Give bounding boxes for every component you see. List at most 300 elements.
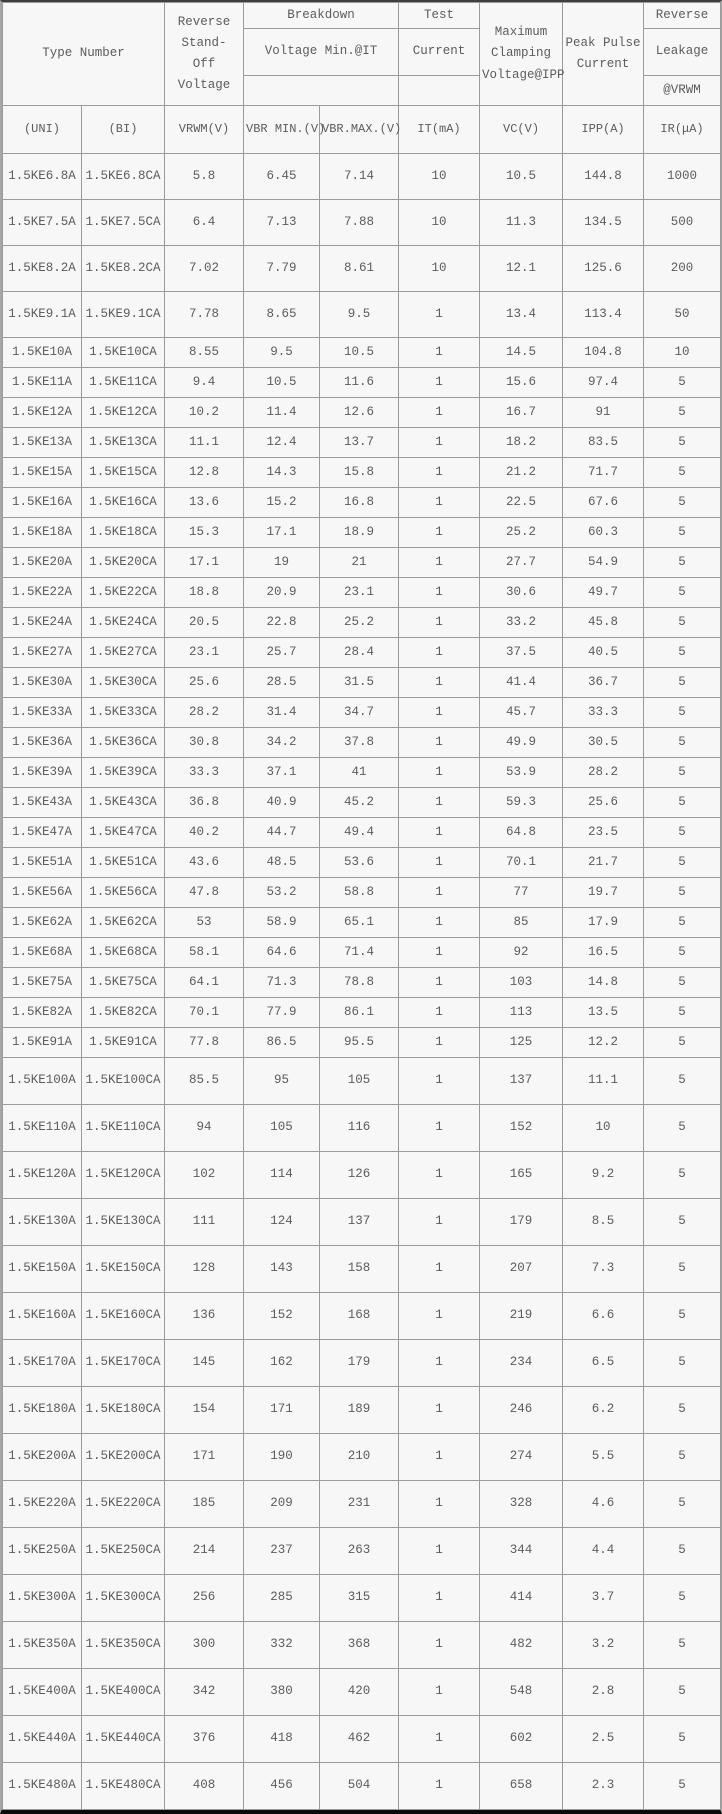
table-cell: 136: [165, 1293, 244, 1340]
table-cell: 77.8: [165, 1028, 244, 1058]
header-breakdown-voltage-min: Voltage Min.@IT: [244, 29, 399, 76]
table-cell: 189: [320, 1387, 399, 1434]
table-cell: 162: [244, 1340, 320, 1387]
unit-vbr-max: VBR.MAX.(V): [320, 106, 399, 154]
table-cell: 1.5KE33CA: [82, 698, 165, 728]
table-cell: 15.6: [480, 368, 563, 398]
table-cell: 33.3: [563, 698, 644, 728]
table-cell: 1.5KE11A: [3, 368, 82, 398]
table-cell: 1.5KE10A: [3, 338, 82, 368]
table-cell: 1: [399, 1481, 480, 1528]
table-cell: 1.5KE16CA: [82, 488, 165, 518]
table-cell: 1.5KE120CA: [82, 1152, 165, 1199]
table-cell: 12.4: [244, 428, 320, 458]
table-cell: 5: [644, 1340, 721, 1387]
table-row: [3, 154, 721, 200]
table-cell: 28.2: [563, 758, 644, 788]
table-cell: 1.5KE36CA: [82, 728, 165, 758]
table-cell: 18.8: [165, 578, 244, 608]
table-cell: 171: [165, 1434, 244, 1481]
table-cell: 1.5KE47CA: [82, 818, 165, 848]
table-cell: 256: [165, 1575, 244, 1622]
table-cell: 5: [644, 638, 721, 668]
table-cell: 23.5: [563, 818, 644, 848]
table-cell: 1.5KE6.8CA: [82, 154, 165, 200]
table-cell: 1.5KE20A: [3, 548, 82, 578]
table-cell: 7.78: [165, 292, 244, 338]
table-cell: 137: [480, 1058, 563, 1105]
table-cell: 58.8: [320, 878, 399, 908]
table-cell: 5: [644, 398, 721, 428]
table-row: [3, 1716, 721, 1763]
table-cell: 1.5KE39CA: [82, 758, 165, 788]
table-cell: 1.5KE68CA: [82, 938, 165, 968]
table-row: [3, 1669, 721, 1716]
table-cell: 1.5KE43A: [3, 788, 82, 818]
table-cell: 1.5KE75CA: [82, 968, 165, 998]
table-cell: 14.8: [563, 968, 644, 998]
table-cell: 116: [320, 1105, 399, 1152]
table-row: [3, 1105, 721, 1152]
table-row: [3, 1763, 721, 1810]
table-cell: 219: [480, 1293, 563, 1340]
table-cell: 14.3: [244, 458, 320, 488]
table-cell: 1.5KE180CA: [82, 1387, 165, 1434]
table-cell: 5.5: [563, 1434, 644, 1481]
table-cell: 209: [244, 1481, 320, 1528]
table-row: [3, 638, 721, 668]
table-cell: 113: [480, 998, 563, 1028]
table-cell: 1.5KE12CA: [82, 398, 165, 428]
table-cell: 1.5KE27CA: [82, 638, 165, 668]
table-cell: 1: [399, 1528, 480, 1575]
table-cell: 5: [644, 1716, 721, 1763]
table-cell: 6.45: [244, 154, 320, 200]
table-cell: 1.5KE62CA: [82, 908, 165, 938]
table-cell: 58.1: [165, 938, 244, 968]
table-cell: 1.5KE24CA: [82, 608, 165, 638]
table-cell: 1: [399, 428, 480, 458]
table-cell: 25.2: [480, 518, 563, 548]
table-cell: 658: [480, 1763, 563, 1810]
table-cell: 1.5KE9.1CA: [82, 292, 165, 338]
table-cell: 125.6: [563, 246, 644, 292]
table-cell: 92: [480, 938, 563, 968]
table-cell: 1.5KE100CA: [82, 1058, 165, 1105]
table-cell: 179: [480, 1199, 563, 1246]
table-cell: 1.5KE51A: [3, 848, 82, 878]
table-cell: 1: [399, 1340, 480, 1387]
table-cell: 408: [165, 1763, 244, 1810]
table-cell: 1.5KE82CA: [82, 998, 165, 1028]
table-cell: 45.2: [320, 788, 399, 818]
table-cell: 95: [244, 1058, 320, 1105]
table-cell: 1.5KE130CA: [82, 1199, 165, 1246]
table-cell: 418: [244, 1716, 320, 1763]
table-cell: 6.6: [563, 1293, 644, 1340]
table-cell: 37.5: [480, 638, 563, 668]
table-cell: 21: [320, 548, 399, 578]
table-cell: 64.1: [165, 968, 244, 998]
table-cell: 1.5KE130A: [3, 1199, 82, 1246]
table-cell: 1: [399, 1028, 480, 1058]
table-cell: 1.5KE51CA: [82, 848, 165, 878]
table-cell: 15.2: [244, 488, 320, 518]
table-cell: 19.7: [563, 878, 644, 908]
table-body: [3, 154, 721, 1810]
table-row: [3, 998, 721, 1028]
unit-vrwm: VRWM(V): [165, 106, 244, 154]
table-cell: 5: [644, 1028, 721, 1058]
table-cell: 9.5: [320, 292, 399, 338]
table-cell: 64.6: [244, 938, 320, 968]
table-cell: 12.8: [165, 458, 244, 488]
table-cell: 1.5KE27A: [3, 638, 82, 668]
table-cell: 71.7: [563, 458, 644, 488]
table-cell: 5: [644, 938, 721, 968]
table-cell: 7.02: [165, 246, 244, 292]
table-cell: 1.5KE110A: [3, 1105, 82, 1152]
table-cell: 13.6: [165, 488, 244, 518]
table-cell: 548: [480, 1669, 563, 1716]
table-cell: 85: [480, 908, 563, 938]
table-row: [3, 1028, 721, 1058]
table-cell: 1: [399, 968, 480, 998]
table-cell: 5: [644, 848, 721, 878]
unit-vc: VC(V): [480, 106, 563, 154]
table-cell: 41.4: [480, 668, 563, 698]
table-cell: 5: [644, 1622, 721, 1669]
table-cell: 7.79: [244, 246, 320, 292]
table-cell: 125: [480, 1028, 563, 1058]
table-cell: 67.6: [563, 488, 644, 518]
table-cell: 5: [644, 1763, 721, 1810]
table-cell: 8.5: [563, 1199, 644, 1246]
table-cell: 5: [644, 608, 721, 638]
table-cell: 30.5: [563, 728, 644, 758]
table-row: [3, 1058, 721, 1105]
table-cell: 1.5KE7.5CA: [82, 200, 165, 246]
table-cell: 420: [320, 1669, 399, 1716]
table-cell: 1.5KE110CA: [82, 1105, 165, 1152]
table-cell: 1.5KE91A: [3, 1028, 82, 1058]
table-cell: 5: [644, 1669, 721, 1716]
table-cell: 1.5KE15CA: [82, 458, 165, 488]
header-leakage: Leakage: [644, 29, 721, 76]
table-cell: 23.1: [320, 578, 399, 608]
table-cell: 36.8: [165, 788, 244, 818]
table-cell: 1: [399, 368, 480, 398]
table-cell: 17.1: [244, 518, 320, 548]
table-row: [3, 246, 721, 292]
table-cell: 1.5KE250CA: [82, 1528, 165, 1575]
table-cell: 1: [399, 728, 480, 758]
table-row: [3, 1293, 721, 1340]
table-cell: 1.5KE300A: [3, 1575, 82, 1622]
table-cell: 1.5KE24A: [3, 608, 82, 638]
table-cell: 65.1: [320, 908, 399, 938]
table-cell: 128: [165, 1246, 244, 1293]
table-cell: 1: [399, 458, 480, 488]
table-cell: 12.2: [563, 1028, 644, 1058]
table-row: [3, 608, 721, 638]
table-cell: 179: [320, 1340, 399, 1387]
table-cell: 33.3: [165, 758, 244, 788]
table-cell: 53.9: [480, 758, 563, 788]
table-cell: 47.8: [165, 878, 244, 908]
table-cell: 102: [165, 1152, 244, 1199]
table-cell: 83.5: [563, 428, 644, 458]
table-cell: 8.65: [244, 292, 320, 338]
table-row: [3, 668, 721, 698]
table-cell: 344: [480, 1528, 563, 1575]
table-cell: 7.3: [563, 1246, 644, 1293]
table-cell: 1: [399, 608, 480, 638]
table-cell: 17.1: [165, 548, 244, 578]
table-cell: 5: [644, 548, 721, 578]
table-cell: 22.8: [244, 608, 320, 638]
table-cell: 152: [480, 1105, 563, 1152]
table-cell: 36.7: [563, 668, 644, 698]
table-cell: 1.5KE43CA: [82, 788, 165, 818]
table-row: [3, 968, 721, 998]
units-row: [3, 106, 721, 154]
table-cell: 37.8: [320, 728, 399, 758]
table-cell: 5: [644, 1105, 721, 1152]
table-cell: 103: [480, 968, 563, 998]
table-cell: 5: [644, 428, 721, 458]
table-cell: 5: [644, 488, 721, 518]
table-header: [3, 3, 721, 154]
table-row: [3, 1246, 721, 1293]
header-test-current: Current: [399, 29, 480, 76]
table-cell: 1.5KE170CA: [82, 1340, 165, 1387]
table-cell: 6.5: [563, 1340, 644, 1387]
table-cell: 5: [644, 458, 721, 488]
table-cell: 60.3: [563, 518, 644, 548]
table-cell: 40.9: [244, 788, 320, 818]
table-cell: 5: [644, 1293, 721, 1340]
table-cell: 18.9: [320, 518, 399, 548]
table-cell: 1: [399, 1575, 480, 1622]
table-cell: 1: [399, 518, 480, 548]
table-cell: 414: [480, 1575, 563, 1622]
table-cell: 144.8: [563, 154, 644, 200]
table-cell: 71.3: [244, 968, 320, 998]
table-cell: 95.5: [320, 1028, 399, 1058]
unit-uni: (UNI): [3, 106, 82, 154]
table-cell: 456: [244, 1763, 320, 1810]
table-cell: 78.8: [320, 968, 399, 998]
table-cell: 105: [320, 1058, 399, 1105]
table-cell: 171: [244, 1387, 320, 1434]
table-cell: 111: [165, 1199, 244, 1246]
table-cell: 1.5KE150A: [3, 1246, 82, 1293]
table-cell: 2.3: [563, 1763, 644, 1810]
table-cell: 114: [244, 1152, 320, 1199]
table-cell: 5: [644, 1246, 721, 1293]
table-cell: 23.1: [165, 638, 244, 668]
table-cell: 54.9: [563, 548, 644, 578]
table-cell: 368: [320, 1622, 399, 1669]
table-cell: 1.5KE300CA: [82, 1575, 165, 1622]
table-cell: 1.5KE8.2CA: [82, 246, 165, 292]
table-cell: 31.5: [320, 668, 399, 698]
table-cell: 1.5KE33A: [3, 698, 82, 728]
table-cell: 1000: [644, 154, 721, 200]
table-cell: 462: [320, 1716, 399, 1763]
table-cell: 1.5KE440A: [3, 1716, 82, 1763]
table-cell: 31.4: [244, 698, 320, 728]
table-cell: 7.14: [320, 154, 399, 200]
table-cell: 1: [399, 1199, 480, 1246]
table-cell: 165: [480, 1152, 563, 1199]
table-cell: 53: [165, 908, 244, 938]
table-cell: 10: [399, 200, 480, 246]
table-cell: 1.5KE91CA: [82, 1028, 165, 1058]
table-cell: 113.4: [563, 292, 644, 338]
table-cell: 1.5KE6.8A: [3, 154, 82, 200]
table-cell: 25.6: [165, 668, 244, 698]
table-cell: 5: [644, 668, 721, 698]
table-cell: 77: [480, 878, 563, 908]
table-cell: 154: [165, 1387, 244, 1434]
table-cell: 482: [480, 1622, 563, 1669]
table-cell: 8.61: [320, 246, 399, 292]
table-cell: 1: [399, 1293, 480, 1340]
table-cell: 1.5KE160A: [3, 1293, 82, 1340]
table-cell: 1.5KE30A: [3, 668, 82, 698]
table-cell: 10.5: [320, 338, 399, 368]
table-cell: 21.2: [480, 458, 563, 488]
table-cell: 1.5KE400A: [3, 1669, 82, 1716]
table-cell: 5: [644, 1528, 721, 1575]
table-cell: 1.5KE200CA: [82, 1434, 165, 1481]
table-cell: 10.2: [165, 398, 244, 428]
table-cell: 1: [399, 998, 480, 1028]
table-cell: 1: [399, 1105, 480, 1152]
table-cell: 6.2: [563, 1387, 644, 1434]
table-cell: 5.8: [165, 154, 244, 200]
table-cell: 1.5KE8.2A: [3, 246, 82, 292]
table-cell: 1: [399, 938, 480, 968]
table-cell: 10: [399, 154, 480, 200]
table-cell: 152: [244, 1293, 320, 1340]
table-cell: 5: [644, 908, 721, 938]
table-cell: 70.1: [480, 848, 563, 878]
unit-ipp: IPP(A): [563, 106, 644, 154]
table-cell: 1.5KE180A: [3, 1387, 82, 1434]
table-cell: 12.6: [320, 398, 399, 428]
table-cell: 1.5KE220CA: [82, 1481, 165, 1528]
table-cell: 5: [644, 1152, 721, 1199]
table-cell: 231: [320, 1481, 399, 1528]
table-cell: 5: [644, 818, 721, 848]
table-cell: 185: [165, 1481, 244, 1528]
table-cell: 210: [320, 1434, 399, 1481]
table-cell: 34.7: [320, 698, 399, 728]
table-row: [3, 458, 721, 488]
table-cell: 16.7: [480, 398, 563, 428]
table-cell: 3.7: [563, 1575, 644, 1622]
table-cell: 9.4: [165, 368, 244, 398]
table-cell: 1: [399, 1387, 480, 1434]
table-row: [3, 1575, 721, 1622]
unit-vbr-min: VBR MIN.(V): [244, 106, 320, 154]
table-cell: 13.5: [563, 998, 644, 1028]
table-cell: 59.3: [480, 788, 563, 818]
table-cell: 5: [644, 878, 721, 908]
table-cell: 28.4: [320, 638, 399, 668]
table-cell: 1.5KE56CA: [82, 878, 165, 908]
table-row: [3, 398, 721, 428]
table-cell: 9.5: [244, 338, 320, 368]
table-cell: 124: [244, 1199, 320, 1246]
table-cell: 1.5KE7.5A: [3, 200, 82, 246]
table-cell: 15.3: [165, 518, 244, 548]
table-cell: 10: [399, 246, 480, 292]
table-cell: 16.5: [563, 938, 644, 968]
table-row: [3, 292, 721, 338]
table-cell: 5: [644, 728, 721, 758]
table-cell: 5: [644, 788, 721, 818]
table-cell: 44.7: [244, 818, 320, 848]
table-cell: 5: [644, 968, 721, 998]
table-cell: 1.5KE36A: [3, 728, 82, 758]
table-cell: 9.2: [563, 1152, 644, 1199]
table-cell: 285: [244, 1575, 320, 1622]
table-cell: 1.5KE16A: [3, 488, 82, 518]
table-cell: 328: [480, 1481, 563, 1528]
table-cell: 380: [244, 1669, 320, 1716]
header-type-number: Type Number: [3, 3, 165, 106]
table-cell: 1.5KE11CA: [82, 368, 165, 398]
table-cell: 5: [644, 368, 721, 398]
table-cell: 64.8: [480, 818, 563, 848]
table-cell: 1.5KE15A: [3, 458, 82, 488]
table-cell: 1.5KE20CA: [82, 548, 165, 578]
table-cell: 21.7: [563, 848, 644, 878]
table-cell: 10.5: [480, 154, 563, 200]
table-cell: 1.5KE68A: [3, 938, 82, 968]
table-row: [3, 548, 721, 578]
table-cell: 10: [644, 338, 721, 368]
table-row: [3, 1199, 721, 1246]
table-cell: 19: [244, 548, 320, 578]
table-cell: 20.5: [165, 608, 244, 638]
table-cell: 13.4: [480, 292, 563, 338]
table-cell: 1: [399, 1058, 480, 1105]
table-row: [3, 368, 721, 398]
table-cell: 49.7: [563, 578, 644, 608]
table-cell: 1.5KE400CA: [82, 1669, 165, 1716]
table-row: [3, 578, 721, 608]
table-cell: 504: [320, 1763, 399, 1810]
table-cell: 30.6: [480, 578, 563, 608]
table-cell: 1.5KE18A: [3, 518, 82, 548]
table-cell: 5: [644, 1575, 721, 1622]
header-at-vrwm: @VRWM: [644, 76, 721, 106]
header-reverse: Reverse: [644, 3, 721, 29]
table-cell: 58.9: [244, 908, 320, 938]
table-cell: 1: [399, 1246, 480, 1293]
table-cell: 15.8: [320, 458, 399, 488]
table-row: [3, 1387, 721, 1434]
table-cell: 49.9: [480, 728, 563, 758]
table-cell: 1.5KE62A: [3, 908, 82, 938]
table-cell: 1.5KE75A: [3, 968, 82, 998]
table-row: [3, 938, 721, 968]
